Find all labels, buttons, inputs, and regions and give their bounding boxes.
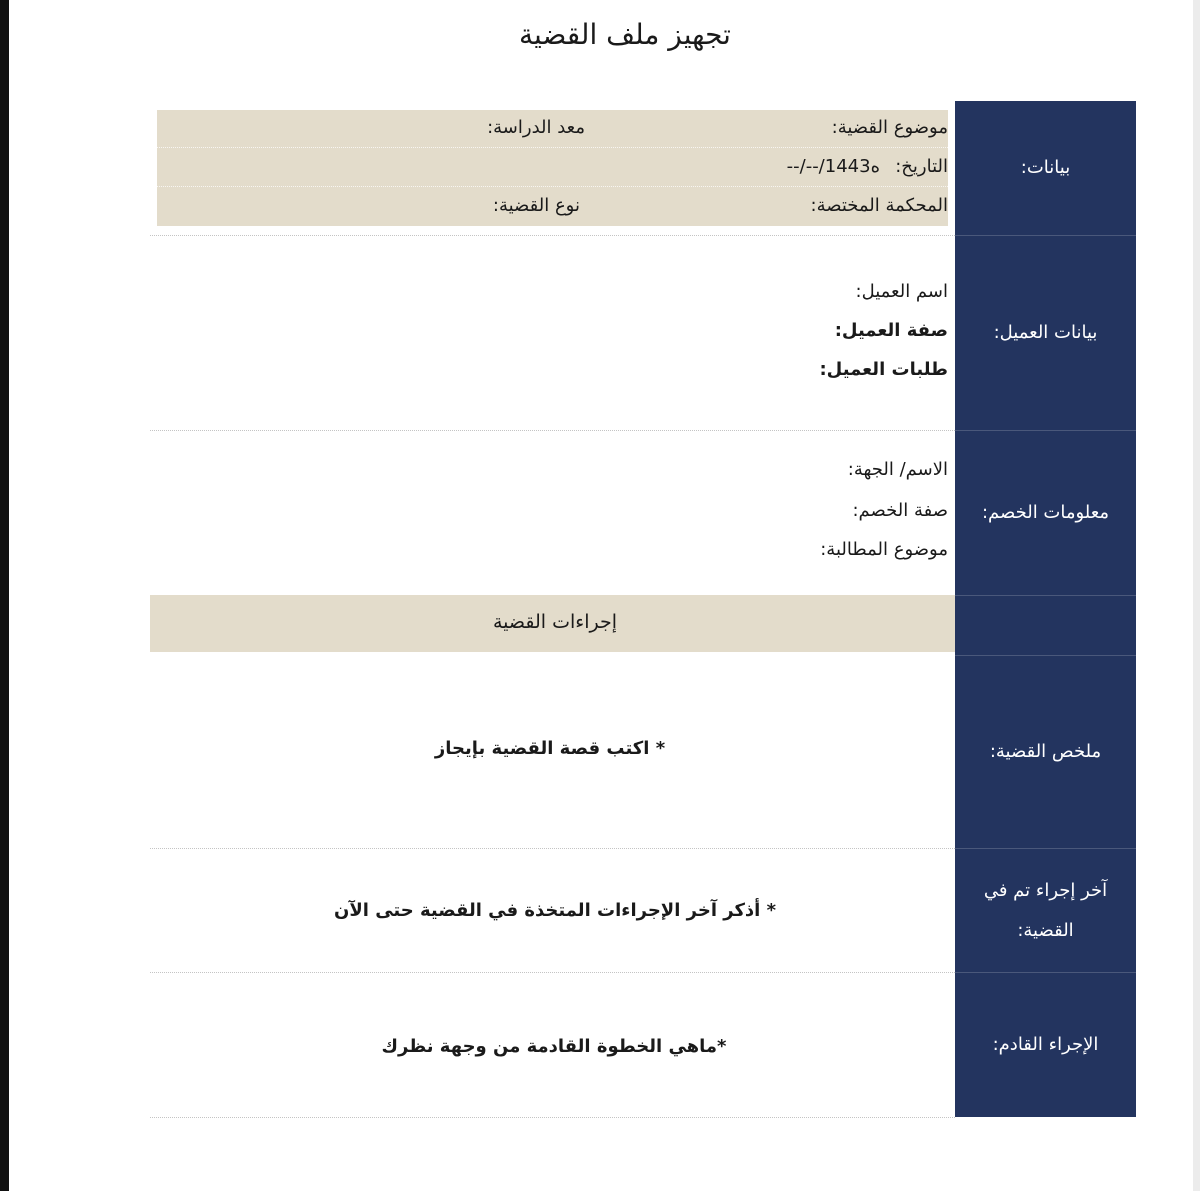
opponent-capacity-field: صفة الخصم: (852, 500, 948, 521)
row-divider (150, 972, 955, 973)
label-cell-summary (955, 655, 1136, 848)
row-divider (150, 235, 955, 236)
data-row-divider (157, 147, 948, 148)
next-action-label: الإجراء القادم: (992, 1034, 1099, 1055)
summary-label: ملخص القضية: (989, 741, 1102, 762)
summary-hint: * اكتب قصة القضية بإيجاز (434, 738, 666, 759)
data-row-divider (157, 186, 948, 187)
row-divider (150, 1117, 955, 1118)
client-section-label: بيانات العميل: (993, 322, 1098, 343)
prepared-by-field: معد الدراسة: (487, 117, 585, 138)
label-cell-next-action (955, 972, 1136, 1117)
client-capacity-field: صفة العميل: (834, 320, 948, 341)
label-cell-opponent (955, 430, 1136, 595)
date-label: التاريخ: (895, 156, 948, 177)
date-value: --/--/1443ه (786, 156, 880, 177)
court-field: المحكمة المختصة: (810, 195, 948, 216)
last-action-hint: * أذكر آخر الإجراءات المتخذة في القضية حتى الآن (333, 900, 777, 921)
right-edge-strip (1193, 0, 1200, 1191)
opponent-section-label: معلومات الخصم: (981, 502, 1110, 523)
client-name-field: اسم العميل: (855, 281, 948, 302)
case-subject-field: موضوع القضية: (831, 117, 948, 138)
label-cell-data (955, 101, 1136, 235)
label-cell-procedures-spacer (955, 595, 1136, 655)
last-action-label-line-2: القضية: (1017, 919, 1074, 941)
next-action-hint: *ماهي الخطوة القادمة من وجهة نظرك (381, 1036, 727, 1057)
procedures-heading: إجراءات القضية (492, 611, 617, 633)
row-divider (150, 848, 955, 849)
label-cell-client (955, 235, 1136, 430)
left-edge-strip (0, 0, 9, 1191)
opponent-name-field: الاسم/ الجهة: (847, 459, 948, 480)
client-requests-field: طلبات العميل: (819, 359, 948, 380)
data-section-label: بيانات: (1020, 157, 1071, 178)
case-type-field: نوع القضية: (492, 195, 580, 216)
page-title: تجهيز ملف القضية (519, 18, 731, 51)
claim-subject-field: موضوع المطالبة: (820, 539, 948, 560)
label-cell-last-action (955, 848, 1136, 972)
last-action-label-line-1: آخر إجراء تم في (983, 879, 1108, 901)
row-divider (150, 430, 955, 431)
